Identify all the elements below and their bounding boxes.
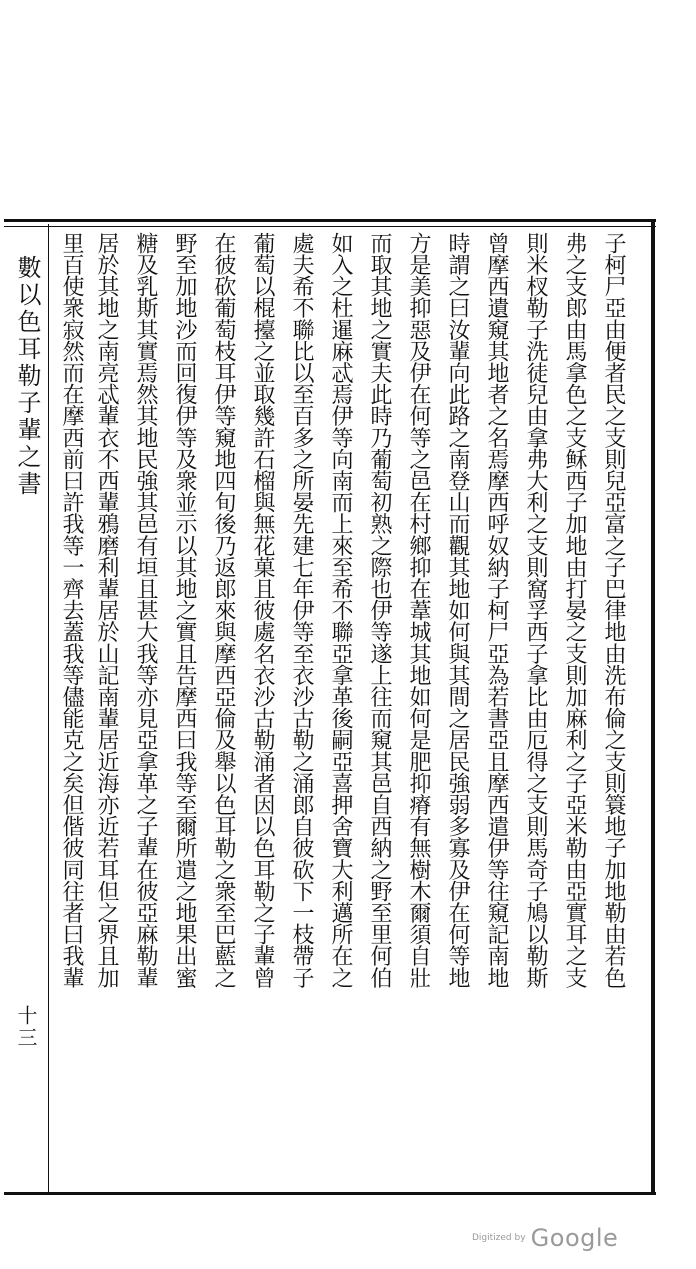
text-column-6: 方是美抑惡及伊在何等之邑在村鄉抑在葦城其地如何是肥抑瘠有無樹木爾須自壯: [406, 232, 431, 989]
top-border-rule: [4, 219, 656, 222]
text-column-12: 野至加地沙而回復伊等及衆並示以其地之實且告摩西曰我等至爾所遣之地果出蜜: [172, 232, 197, 989]
top-inner-rule: [4, 226, 656, 227]
digitization-watermark: [472, 1224, 618, 1252]
text-column-14: 居於其地之南亮忒輩衣不西輩鴉磨利輩居於山記南輩居近海亦近若耳但之界且加: [94, 232, 119, 989]
margin-divider-rule: [48, 224, 49, 1192]
text-column-15: 里百使衆寂然而在摩西前曰許我等一齊去蓋我等儘能克之矣但偕彼同往者曰我輩: [59, 232, 84, 989]
right-border-rule: [651, 219, 655, 1195]
text-column-3: 則米杈勒子洗徒兒由拿弗大利之支則窩孚西子拿比由厄得之支則馬奇子鳩以勒斯: [523, 232, 548, 989]
page-number: 十三: [14, 1005, 38, 1049]
text-column-11: 在彼砍葡萄枝耳伊等窺地四旬後乃返郎來與摩西亞倫及舉以色耳勒之衆至巴藍之: [211, 232, 236, 989]
text-column-13: 糖及乳斯其實焉然其地民強其邑有垣且甚大我等亦見亞拿革之子輩在彼亞麻勒輩: [133, 232, 158, 989]
text-column-7: 而取其地之實夫此時乃葡萄初熟之際也伊等遂上往而窺其邑自西納之野至里何伯: [367, 232, 392, 989]
bottom-border-rule: [4, 1192, 656, 1195]
text-column-10: 葡萄以棍擡之並取幾許石榴與無花菓且彼處名衣沙古勒涌者因以色耳勒之子輩曾: [250, 232, 275, 989]
text-column-1: 子柯尸亞由便者民之支則兒亞富之子巴律地由洗布倫之支則簑地子加地勒由若色: [601, 232, 626, 989]
running-title: 數以色耳勒子輩之書: [13, 255, 41, 498]
text-column-8: 如入之杜暹麻忒焉伊等向南而上來至希不聯亞拿革後嗣亞喜押舍寶大利邁所在之: [328, 232, 353, 989]
watermark-small-text: Digitized by: [472, 1233, 526, 1243]
text-column-9: 處夫希不聯比以至百多之所晏先建七年伊等至衣沙古勒之涌郎自彼砍下一枝帶子: [289, 232, 314, 989]
watermark-logo-text: Google: [530, 1224, 619, 1252]
text-column-5: 時謂之曰汝輩向此路之南登山而觀其地如何與其間之居民強弱多寡及伊在何等地: [445, 232, 470, 989]
text-column-4: 曾摩西遺窺其地者之名焉摩西呼奴納子柯尸亞為若書亞且摩西遣伊等往窺記南地: [484, 232, 509, 989]
text-column-2: 弗之支郎由馬拿色之支稣西子加地由打晏之支則加麻利之子亞米勒由亞實耳之支: [562, 232, 587, 989]
